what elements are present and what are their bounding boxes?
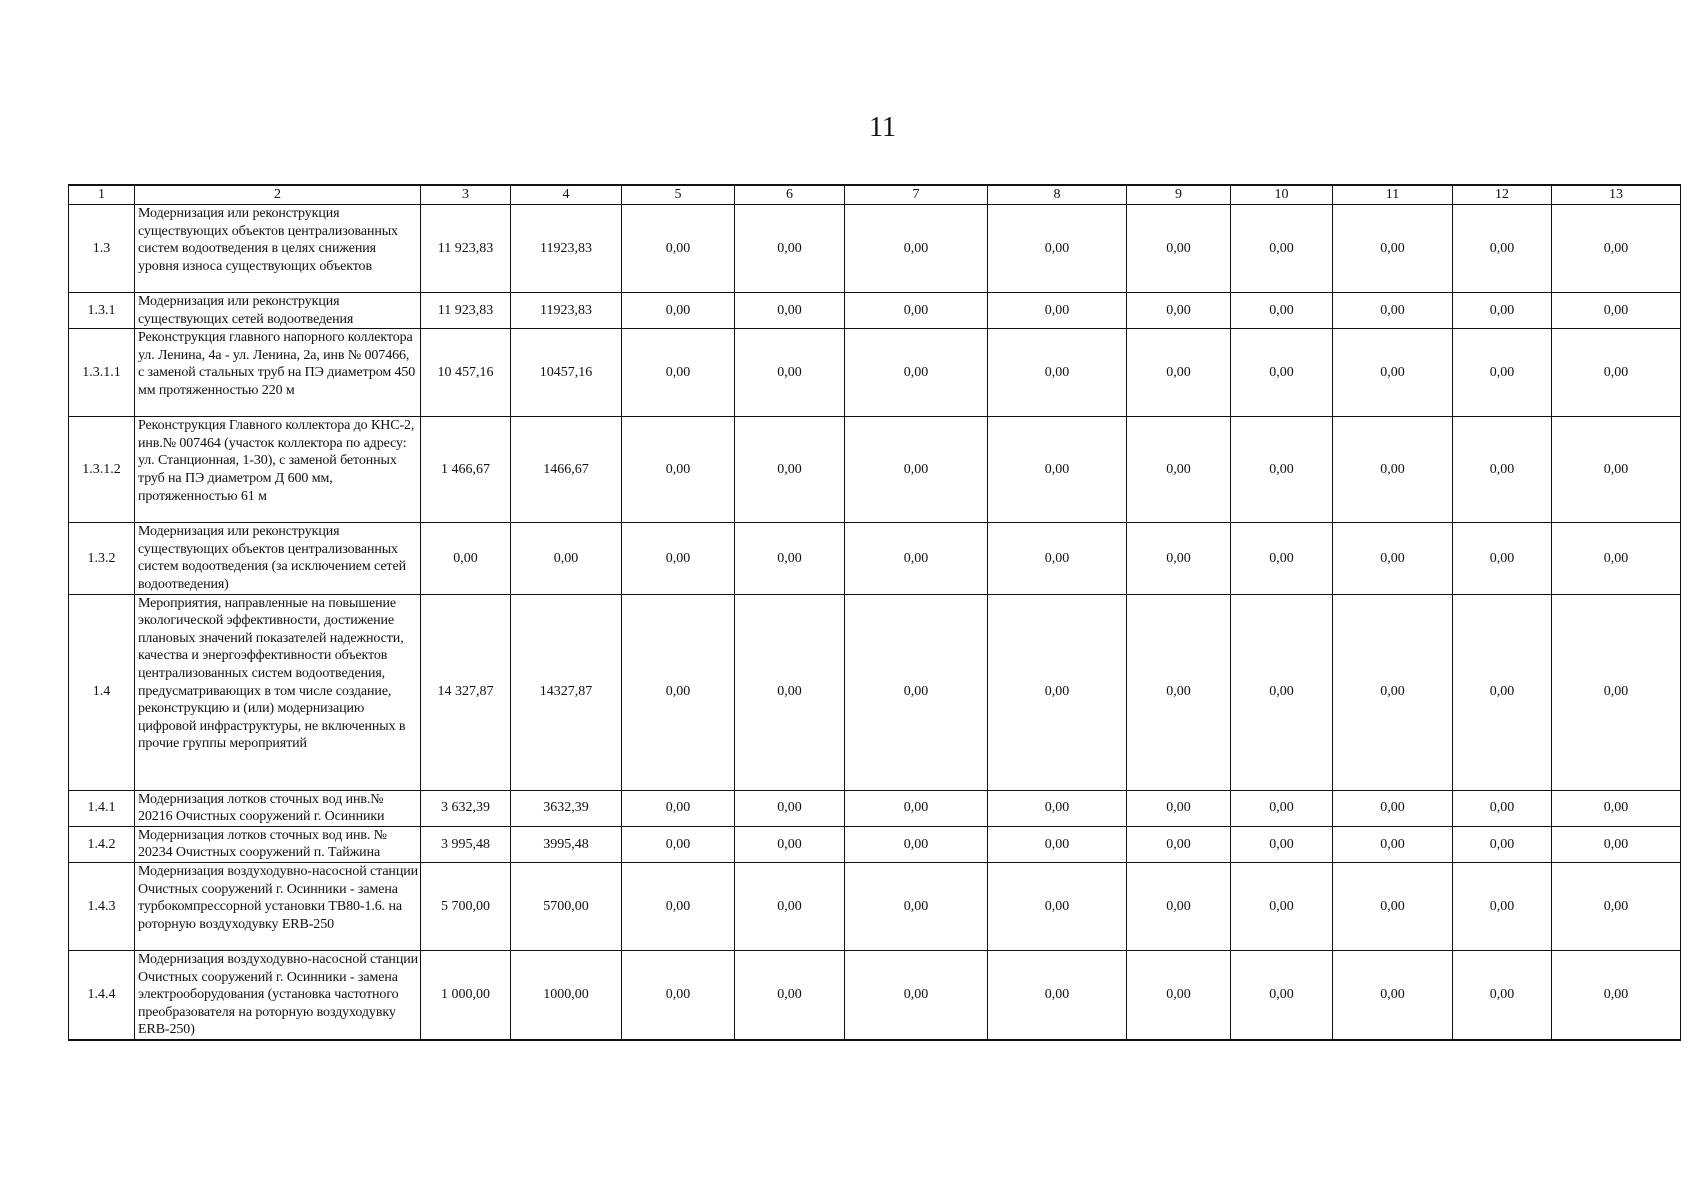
row-description: Модернизация или реконструкция существующих объектов централизованных систем водоотведения в целях снижения уровня износа существующих объектов: [135, 205, 421, 293]
column-header-7: 7: [845, 185, 988, 205]
row-value-col-7: 0,00: [845, 862, 988, 950]
row-value-col-11: 0,00: [1333, 950, 1453, 1039]
row-value-col-12: 0,00: [1453, 205, 1552, 293]
row-value-col-13: 0,00: [1552, 417, 1681, 523]
row-value-col-6: 0,00: [735, 790, 845, 826]
row-value-col-3: 5 700,00: [421, 862, 511, 950]
table-row: [69, 950, 1681, 1039]
row-value-col-4: 5700,00: [511, 862, 622, 950]
row-value-col-3: 10 457,16: [421, 329, 511, 417]
row-value-col-9: 0,00: [1127, 293, 1231, 329]
row-value-col-4: 3995,48: [511, 826, 622, 862]
row-value-col-6: 0,00: [735, 205, 845, 293]
row-value-col-3: 14 327,87: [421, 594, 511, 790]
row-value-col-5: 0,00: [622, 790, 735, 826]
row-value-col-5: 0,00: [622, 594, 735, 790]
row-value-col-12: 0,00: [1453, 293, 1552, 329]
row-value-col-13: 0,00: [1552, 862, 1681, 950]
row-value-col-3: 3 632,39: [421, 790, 511, 826]
column-header-2: 2: [135, 185, 421, 205]
row-value-col-6: 0,00: [735, 594, 845, 790]
table-row: [69, 790, 1681, 826]
table-row: [69, 205, 1681, 293]
table-row: [69, 293, 1681, 329]
row-value-col-6: 0,00: [735, 523, 845, 594]
table-row: [69, 417, 1681, 523]
header-row: [69, 185, 1681, 205]
row-code: 1.4: [69, 594, 135, 790]
row-value-col-10: 0,00: [1231, 594, 1333, 790]
row-value-col-3: 1 466,67: [421, 417, 511, 523]
row-value-col-8: 0,00: [988, 293, 1127, 329]
row-description: Модернизация воздуходувно-насосной станции Очистных сооружений г. Осинники - замена турбокомпрессорной установки ТВ80-1.6. на роторную воздуходувку ERB-250: [135, 862, 421, 950]
row-description: Модернизация или реконструкция существующих сетей водоотведения: [135, 293, 421, 329]
row-value-col-13: 0,00: [1552, 790, 1681, 826]
row-value-col-3: 11 923,83: [421, 293, 511, 329]
table-row: [69, 329, 1681, 417]
row-value-col-6: 0,00: [735, 862, 845, 950]
row-code: 1.3.2: [69, 523, 135, 594]
row-description: Мероприятия, направленные на повышение экологической эффективности, достижение плановых значений показателей надежности, качества и энергоэффективности объектов централизованных систем водоотведения, предусматривающих в том числе создание, реконструкцию и (или) модернизацию цифровой инфраструктуры, не включенных в прочие группы мероприятий: [135, 594, 421, 790]
row-value-col-13: 0,00: [1552, 594, 1681, 790]
column-header-1: 1: [69, 185, 135, 205]
investment-table: [68, 184, 1681, 1041]
row-value-col-9: 0,00: [1127, 417, 1231, 523]
row-value-col-7: 0,00: [845, 826, 988, 862]
row-value-col-4: 10457,16: [511, 329, 622, 417]
row-value-col-13: 0,00: [1552, 205, 1681, 293]
row-value-col-4: 11923,83: [511, 293, 622, 329]
row-value-col-3: 11 923,83: [421, 205, 511, 293]
column-header-6: 6: [735, 185, 845, 205]
row-value-col-12: 0,00: [1453, 862, 1552, 950]
row-value-col-9: 0,00: [1127, 950, 1231, 1039]
row-value-col-6: 0,00: [735, 329, 845, 417]
row-value-col-5: 0,00: [622, 329, 735, 417]
row-description: Реконструкция Главного коллектора до КНС-2, инв.№ 007464 (участок коллектора по адресу: ул. Станционная, 1-30), с заменой бетонных труб на ПЭ диаметром Д 600 мм, протяженностью 61 м: [135, 417, 421, 523]
column-header-3: 3: [421, 185, 511, 205]
page-number: 11: [869, 112, 896, 143]
row-value-col-12: 0,00: [1453, 523, 1552, 594]
row-value-col-8: 0,00: [988, 329, 1127, 417]
row-value-col-9: 0,00: [1127, 790, 1231, 826]
row-value-col-9: 0,00: [1127, 826, 1231, 862]
row-value-col-11: 0,00: [1333, 523, 1453, 594]
row-value-col-5: 0,00: [622, 417, 735, 523]
row-value-col-12: 0,00: [1453, 594, 1552, 790]
row-value-col-7: 0,00: [845, 790, 988, 826]
column-header-4: 4: [511, 185, 622, 205]
row-code: 1.4.3: [69, 862, 135, 950]
column-header-9: 9: [1127, 185, 1231, 205]
row-description: Модернизация воздуходувно-насосной станции Очистных сооружений г. Осинники - замена электрооборудования (установка частотного преобразователя на роторную воздуходувку ERB-250): [135, 950, 421, 1039]
row-value-col-6: 0,00: [735, 826, 845, 862]
row-value-col-5: 0,00: [622, 950, 735, 1039]
row-value-col-7: 0,00: [845, 205, 988, 293]
row-description: Модернизация лотков сточных вод инв.№ 20216 Очистных сооружений г. Осинники: [135, 790, 421, 826]
row-value-col-5: 0,00: [622, 293, 735, 329]
row-value-col-10: 0,00: [1231, 523, 1333, 594]
row-code: 1.3.1.1: [69, 329, 135, 417]
row-value-col-3: 0,00: [421, 523, 511, 594]
row-value-col-8: 0,00: [988, 862, 1127, 950]
row-description: Реконструкция главного напорного коллектора ул. Ленина, 4а - ул. Ленина, 2а, инв № 007466, с заменой стальных труб на ПЭ диаметром 450 мм протяженностью 220 м: [135, 329, 421, 417]
row-value-col-8: 0,00: [988, 950, 1127, 1039]
row-value-col-5: 0,00: [622, 523, 735, 594]
row-value-col-8: 0,00: [988, 417, 1127, 523]
row-value-col-6: 0,00: [735, 293, 845, 329]
row-value-col-11: 0,00: [1333, 205, 1453, 293]
row-code: 1.4.4: [69, 950, 135, 1039]
row-value-col-5: 0,00: [622, 205, 735, 293]
row-value-col-4: 14327,87: [511, 594, 622, 790]
row-value-col-9: 0,00: [1127, 329, 1231, 417]
row-value-col-10: 0,00: [1231, 826, 1333, 862]
row-value-col-9: 0,00: [1127, 523, 1231, 594]
row-value-col-8: 0,00: [988, 826, 1127, 862]
row-value-col-10: 0,00: [1231, 862, 1333, 950]
row-value-col-13: 0,00: [1552, 329, 1681, 417]
row-value-col-7: 0,00: [845, 950, 988, 1039]
row-description: Модернизация или реконструкция существующих объектов централизованных систем водоотведения (за исключением сетей водоотведения): [135, 523, 421, 594]
row-value-col-11: 0,00: [1333, 826, 1453, 862]
row-code: 1.3.1.2: [69, 417, 135, 523]
row-value-col-6: 0,00: [735, 950, 845, 1039]
row-value-col-8: 0,00: [988, 594, 1127, 790]
row-value-col-8: 0,00: [988, 790, 1127, 826]
row-value-col-11: 0,00: [1333, 594, 1453, 790]
row-value-col-6: 0,00: [735, 417, 845, 523]
column-header-11: 11: [1333, 185, 1453, 205]
row-value-col-10: 0,00: [1231, 790, 1333, 826]
row-value-col-3: 3 995,48: [421, 826, 511, 862]
row-value-col-13: 0,00: [1552, 826, 1681, 862]
row-value-col-5: 0,00: [622, 826, 735, 862]
row-value-col-10: 0,00: [1231, 950, 1333, 1039]
row-value-col-8: 0,00: [988, 523, 1127, 594]
row-value-col-12: 0,00: [1453, 417, 1552, 523]
row-value-col-4: 1000,00: [511, 950, 622, 1039]
row-value-col-12: 0,00: [1453, 790, 1552, 826]
column-header-13: 13: [1552, 185, 1681, 205]
row-code: 1.4.1: [69, 790, 135, 826]
table-row: [69, 523, 1681, 594]
row-value-col-11: 0,00: [1333, 417, 1453, 523]
row-value-col-10: 0,00: [1231, 417, 1333, 523]
table-body: [69, 205, 1681, 1040]
row-value-col-10: 0,00: [1231, 329, 1333, 417]
column-header-5: 5: [622, 185, 735, 205]
column-header-8: 8: [988, 185, 1127, 205]
row-value-col-4: 0,00: [511, 523, 622, 594]
row-value-col-7: 0,00: [845, 417, 988, 523]
row-value-col-4: 3632,39: [511, 790, 622, 826]
row-value-col-10: 0,00: [1231, 293, 1333, 329]
row-value-col-9: 0,00: [1127, 205, 1231, 293]
row-value-col-10: 0,00: [1231, 205, 1333, 293]
row-value-col-8: 0,00: [988, 205, 1127, 293]
table-row: [69, 826, 1681, 862]
row-value-col-11: 0,00: [1333, 293, 1453, 329]
row-value-col-7: 0,00: [845, 523, 988, 594]
row-value-col-7: 0,00: [845, 594, 988, 790]
row-value-col-9: 0,00: [1127, 862, 1231, 950]
table-row: [69, 862, 1681, 950]
row-value-col-13: 0,00: [1552, 523, 1681, 594]
row-value-col-4: 1466,67: [511, 417, 622, 523]
column-header-10: 10: [1231, 185, 1333, 205]
row-value-col-4: 11923,83: [511, 205, 622, 293]
row-value-col-7: 0,00: [845, 293, 988, 329]
row-value-col-13: 0,00: [1552, 950, 1681, 1039]
row-code: 1.3: [69, 205, 135, 293]
row-value-col-7: 0,00: [845, 329, 988, 417]
row-value-col-11: 0,00: [1333, 329, 1453, 417]
row-value-col-5: 0,00: [622, 862, 735, 950]
row-value-col-13: 0,00: [1552, 293, 1681, 329]
row-value-col-11: 0,00: [1333, 862, 1453, 950]
table-row: [69, 594, 1681, 790]
column-header-12: 12: [1453, 185, 1552, 205]
row-code: 1.3.1: [69, 293, 135, 329]
row-value-col-11: 0,00: [1333, 790, 1453, 826]
row-value-col-12: 0,00: [1453, 826, 1552, 862]
row-value-col-3: 1 000,00: [421, 950, 511, 1039]
row-code: 1.4.2: [69, 826, 135, 862]
row-value-col-12: 0,00: [1453, 329, 1552, 417]
row-value-col-9: 0,00: [1127, 594, 1231, 790]
row-value-col-12: 0,00: [1453, 950, 1552, 1039]
row-description: Модернизация лотков сточных вод инв. № 20234 Очистных сооружений п. Тайжина: [135, 826, 421, 862]
